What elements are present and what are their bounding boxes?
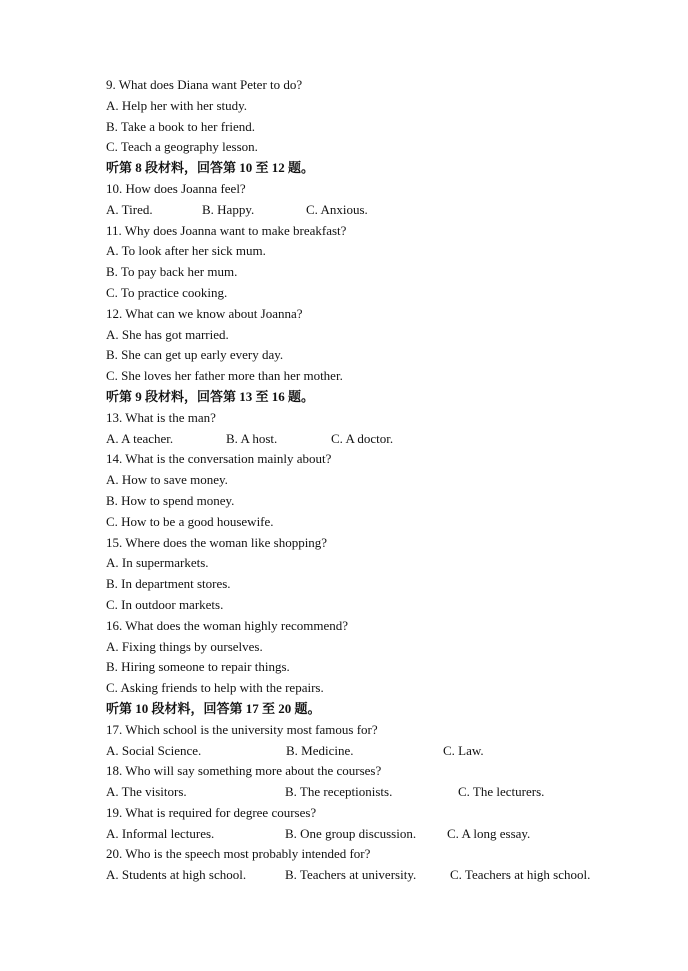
answer-option: B. She can get up early every day.: [106, 347, 284, 363]
answer-options-row: [106, 741, 666, 762]
answer-option: B. Take a book to her friend.: [106, 118, 256, 134]
answer-option: B. A host.: [226, 430, 278, 446]
question-text: 9. What does Diana want Peter to do?: [106, 77, 303, 92]
question-text: 15. Where does the woman like shopping?: [106, 534, 328, 550]
answer-option: B. Happy.: [202, 201, 255, 217]
answer-option: B. How to spend money.: [106, 492, 235, 508]
answer-option: C. Teachers at high school.: [450, 867, 591, 883]
answer-option: A. She has got married.: [106, 326, 229, 342]
answer-option: B. Medicine.: [286, 742, 354, 758]
answer-option: C. Law.: [443, 742, 484, 758]
question-text: 16. What does the woman highly recommend?: [106, 617, 349, 633]
answer-option: B. In department stores.: [106, 576, 231, 592]
question-text: 17. Which school is the university most famous for?: [106, 721, 378, 737]
answer-option: C. The lecturers.: [458, 784, 545, 800]
answer-option: C. To practice cooking.: [106, 284, 228, 300]
answer-option: C. In outdoor markets.: [106, 596, 224, 612]
answer-option: C. A long essay.: [447, 825, 531, 841]
answer-options-row: [106, 200, 666, 221]
question-text: 20. Who is the speech most probably intended for?: [106, 846, 371, 862]
answer-option: A. A teacher.: [106, 430, 174, 446]
answer-option: B. Teachers at university.: [285, 867, 417, 883]
answer-option: B. The receptionists.: [285, 784, 393, 800]
question-text: 13. What is the man?: [106, 409, 216, 425]
answer-option: A. Informal lectures.: [106, 825, 215, 841]
question-text: 10. How does Joanna feel?: [106, 180, 246, 196]
answer-option: B. Hiring someone to repair things.: [106, 659, 290, 675]
answer-option: A. Students at high school.: [106, 867, 247, 883]
answer-option: C. How to be a good housewife.: [106, 513, 274, 529]
answer-option: A. Tired.: [106, 201, 153, 217]
section-instruction: 听第 10 段材料，回答第 17 至 20 题。: [106, 700, 321, 716]
answer-option: A. In supermarkets.: [106, 555, 209, 571]
answer-option: B. To pay back her mum.: [106, 264, 238, 280]
question-text: 19. What is required for degree courses?: [106, 804, 317, 820]
answer-option: A. How to save money.: [106, 472, 228, 488]
section-instruction: 听第 9 段材料，回答第 13 至 16 题。: [106, 388, 315, 404]
answer-options-row: [106, 824, 666, 845]
question-text: 12. What can we know about Joanna?: [106, 305, 303, 321]
question-text: 11. Why does Joanna want to make breakfast?: [106, 222, 347, 238]
answer-option: A. Fixing things by ourselves.: [106, 638, 263, 654]
answer-options-row: [106, 429, 666, 450]
question-text: 14. What is the conversation mainly about?: [106, 451, 332, 467]
question-text: 18. Who will say something more about the courses?: [106, 763, 382, 779]
answer-option: A. Social Science.: [106, 742, 202, 758]
exam-page: [106, 75, 666, 886]
answer-option: C. She loves her father more than her mother.: [106, 368, 343, 384]
answer-options-row: [106, 865, 666, 886]
answer-option: C. Asking friends to help with the repairs.: [106, 680, 324, 696]
answer-option: B. One group discussion.: [285, 825, 417, 841]
answer-option: C. Teach a geography lesson.: [106, 139, 258, 155]
answer-option: A. To look after her sick mum.: [106, 243, 266, 259]
section-instruction: 听第 8 段材料，回答第 10 至 12 题。: [106, 160, 315, 176]
answer-option: A. Help her with her study.: [106, 97, 248, 113]
answer-option: C. A doctor.: [331, 430, 394, 446]
answer-option: C. Anxious.: [306, 201, 368, 217]
answer-option: A. The visitors.: [106, 784, 187, 800]
answer-options-row: [106, 782, 666, 803]
